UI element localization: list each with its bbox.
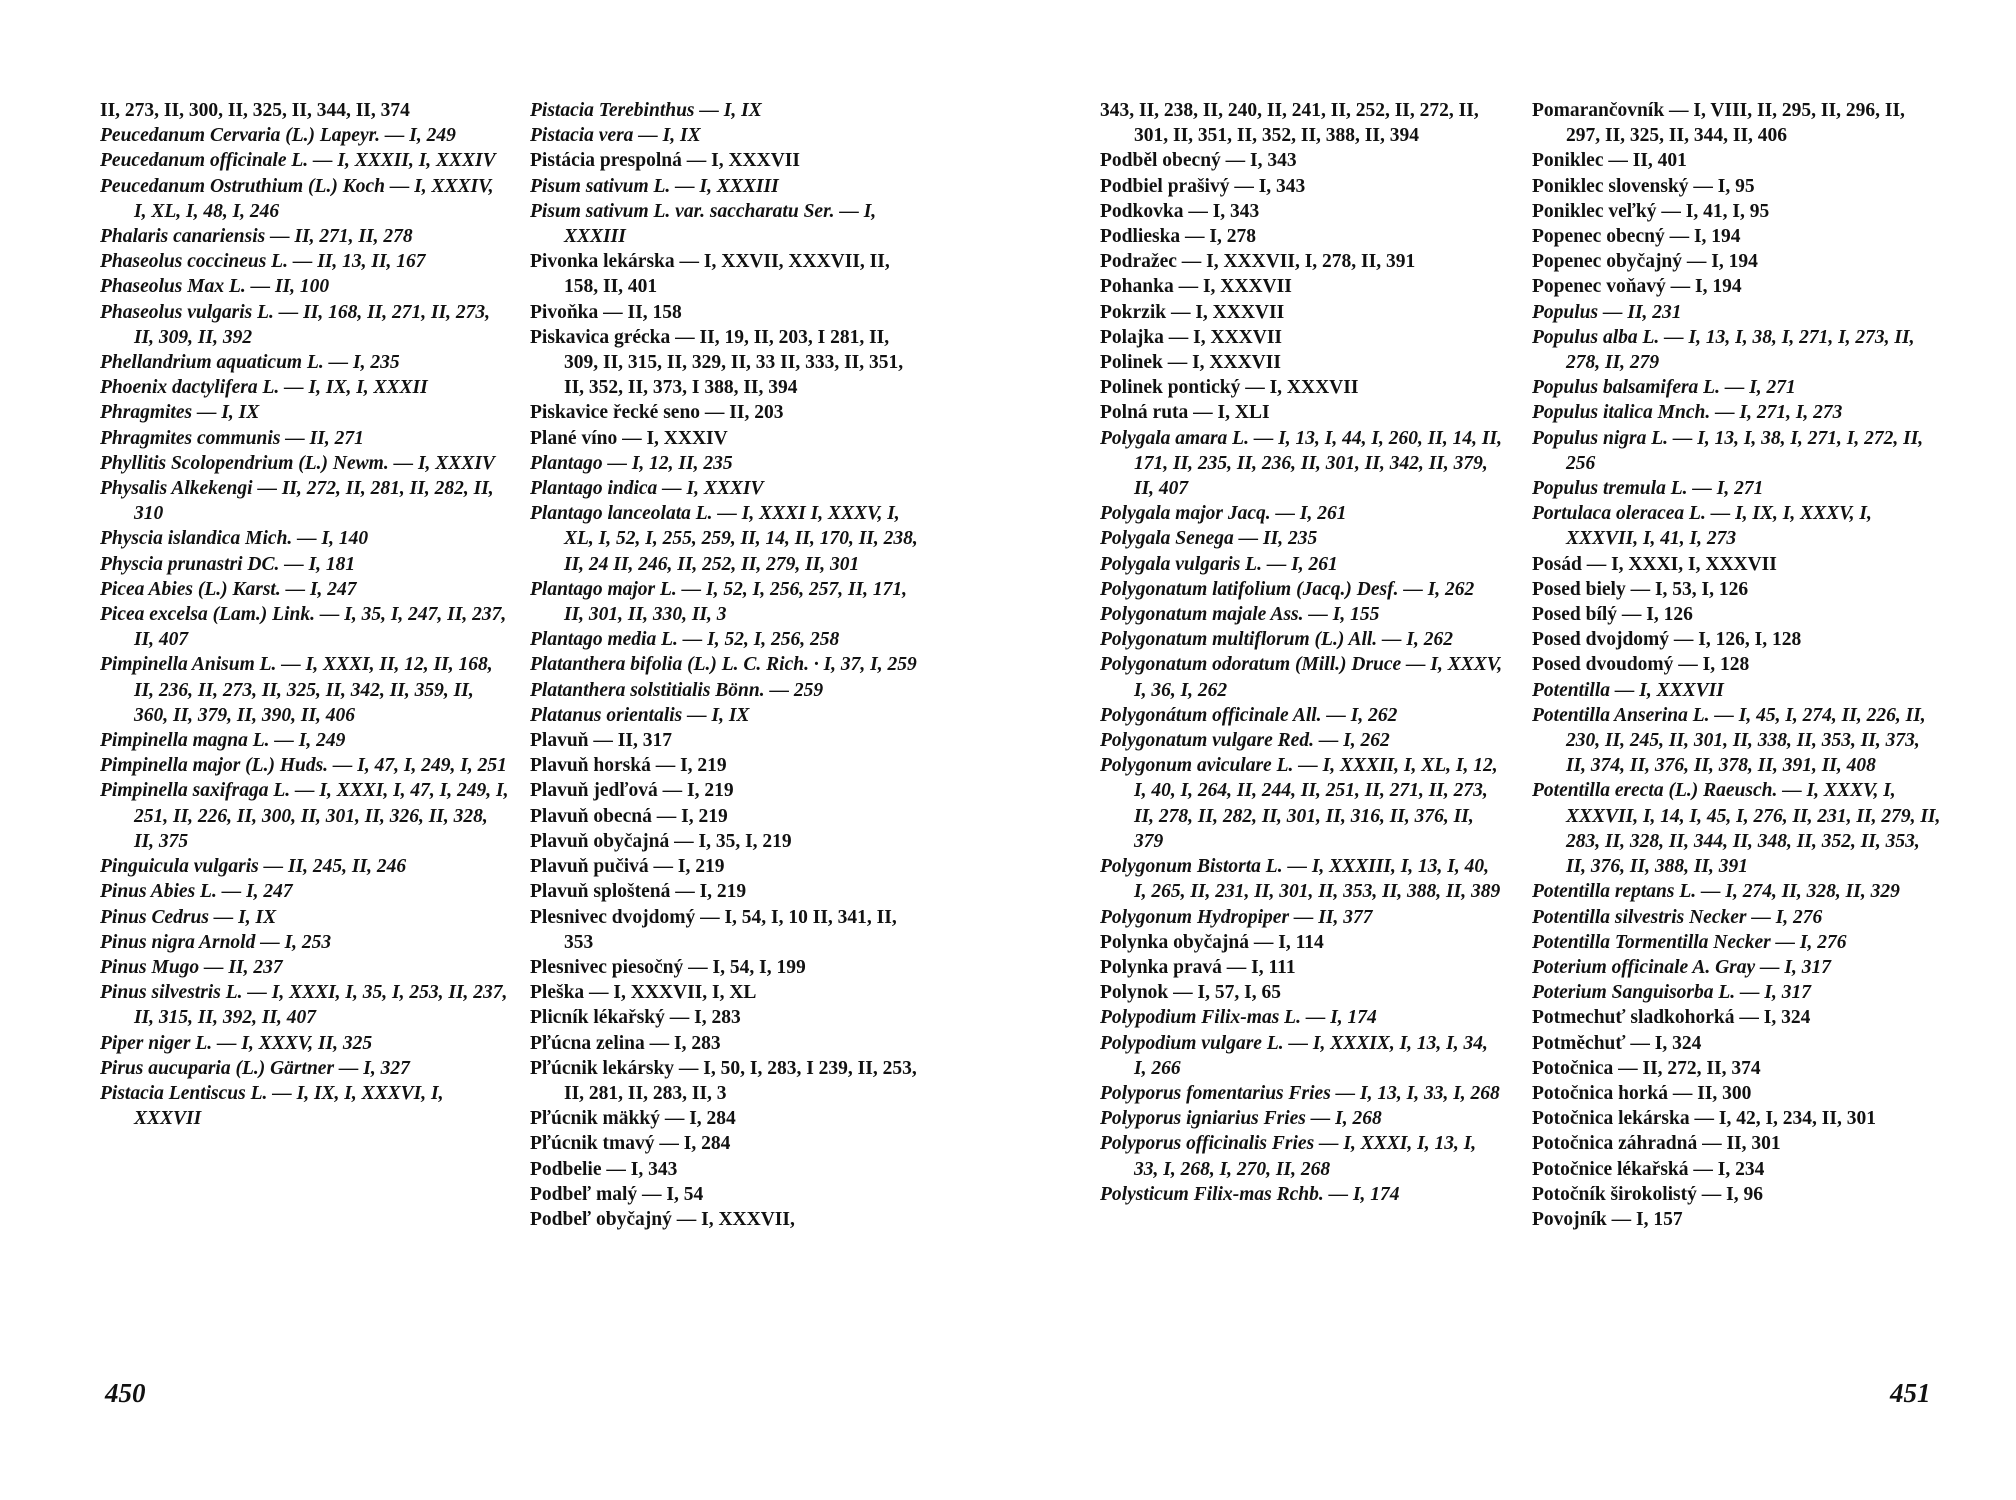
index-entry: Plantago indica — I, XXXIV <box>530 478 764 500</box>
index-entry: Peucedanum Ostruthium (L.) Koch — I, XXXIV, I, XL, I, 48, I, 246 <box>100 175 494 222</box>
index-entry: Pľúcna zelina — I, 283 <box>530 1032 721 1054</box>
index-entry: Posád — I, XXXI, I, XXXVII <box>1532 553 1777 575</box>
index-entry: Platanthera solstitialis Bönn. — 259 <box>530 679 824 701</box>
index-entry: Posed bílý — I, 126 <box>1532 604 1693 626</box>
index-entry: Polinek pontický — I, XXXVII <box>1100 377 1359 399</box>
index-entry: Polynka pravá — I, 111 <box>1100 956 1296 978</box>
index-entry: Platanthera bifolia (L.) L. C. Rich. · I, 37, I, 259 <box>530 654 917 676</box>
index-entry: Physalis Alkekengi — II, 272, II, 281, II, 282, II, 310 <box>100 478 494 525</box>
index-entry: Picea Abies (L.) Karst. — I, 247 <box>100 578 357 600</box>
index-entry: Polygonátum officinale All. — I, 262 <box>1100 704 1398 726</box>
index-entry: Plicník lékařský — I, 283 <box>530 1007 741 1029</box>
index-entry: Phaseolus Max L. — II, 100 <box>100 276 330 298</box>
index-entry: Polyporus fomentarius Fries — I, 13, I, 33, I, 268 <box>1100 1082 1500 1104</box>
index-entry: Pleška — I, XXXVII, I, XL <box>530 982 757 1004</box>
index-column-4 <box>1532 98 1942 1232</box>
index-entry: Podbeľ malý — I, 54 <box>530 1183 704 1205</box>
index-entry: Pisum sativum L. — I, XXXIII <box>530 175 779 197</box>
index-entry: Posed dvojdomý — I, 126, I, 128 <box>1532 629 1802 651</box>
index-entry: Plavuň jedľová — I, 219 <box>530 780 734 802</box>
index-entry: Potentilla reptans L. — I, 274, II, 328, II, 329 <box>1532 881 1900 903</box>
index-entry: Potentilla erecta (L.) Raeusch. — I, XXXV, I, XXXVII, I, 14, I, 45, I, 276, II, 231, II, 279, II, 283, II, 328, II, 344, II, 348, II, 352, II, 353, II, 376, II, 388, II, 391 <box>1532 780 1941 878</box>
index-entry: Pohanka — I, XXXVII <box>1100 276 1292 298</box>
index-entry: Pinus Mugo — II, 237 <box>100 956 283 978</box>
index-entry: Populus italica Mnch. — I, 271, I, 273 <box>1532 402 1843 424</box>
index-entry: Populus — II, 231 <box>1532 301 1682 323</box>
index-entry: Piper niger L. — I, XXXV, II, 325 <box>100 1032 373 1054</box>
index-entry: Polypodium vulgare L. — I, XXXIX, I, 13, I, 34, I, 266 <box>1100 1032 1488 1079</box>
index-column-2 <box>530 98 920 1232</box>
index-entry: Plesnivec dvojdomý — I, 54, I, 10 II, 341, II, 353 <box>530 906 897 953</box>
index-entry: Pimpinella major (L.) Huds. — I, 47, I, 249, I, 251 <box>100 755 507 777</box>
index-entry: Pimpinella saxifraga L. — I, XXXI, I, 47, I, 249, I, 251, II, 226, II, 300, II, 301, II, 326, II, 328, II, 375 <box>100 780 509 852</box>
index-entry: Pinguicula vulgaris — II, 245, II, 246 <box>100 856 407 878</box>
index-entry: Pistacia Lentiscus L. — I, IX, I, XXXVI, I, XXXVII <box>100 1082 444 1130</box>
index-entry: Peucedanum officinale L. — I, XXXII, I, XXXIV <box>100 150 496 172</box>
index-entry: Popenec voňavý — I, 194 <box>1532 276 1742 298</box>
index-entry: Polygonatum vulgare Red. — I, 262 <box>1100 730 1390 752</box>
index-column-1 <box>100 98 510 1131</box>
index-entry: Poniklec veľký — I, 41, I, 95 <box>1532 200 1770 222</box>
index-entry: Pinus nigra Arnold — I, 253 <box>100 931 332 953</box>
index-entry: 343, II, 238, II, 240, II, 241, II, 252, II, 272, II, 301, II, 351, II, 352, II, 388, II, 394 <box>1100 100 1479 147</box>
index-entry: Polygonatum odoratum (Mill.) Druce — I, XXXV, I, 36, I, 262 <box>1100 654 1503 701</box>
index-entry: Plavuň horská — I, 219 <box>530 755 727 777</box>
index-entry: Poniklec — II, 401 <box>1532 150 1687 172</box>
index-entry: Populus balsamifera L. — I, 271 <box>1532 377 1796 399</box>
index-entry: Plantago media L. — I, 52, I, 256, 258 <box>530 629 840 651</box>
index-entry: Podběl obecný — I, 343 <box>1100 150 1297 172</box>
index-entry: Plavuň pučivá — I, 219 <box>530 856 725 878</box>
index-entry: Potentilla — I, XXXVII <box>1532 679 1724 701</box>
index-entry: Polygonum Bistorta L. — I, XXXIII, I, 13, I, 40, I, 265, II, 231, II, 301, II, 353, II, 388, II, 389 <box>1100 856 1501 903</box>
index-entry: Potentilla silvestris Necker — I, 276 <box>1532 906 1823 928</box>
index-entry: Polygala amara L. — I, 13, I, 44, I, 260, II, 14, II, 171, II, 235, II, 236, II, 301, II, 342, II, 379, II, 407 <box>1100 427 1502 500</box>
index-entry: Phalaris canariensis — II, 271, II, 278 <box>100 226 413 248</box>
index-entry: Potočník širokolistý — I, 96 <box>1532 1183 1763 1205</box>
index-entry: Plesnivec piesočný — I, 54, I, 199 <box>530 956 806 978</box>
index-entry: Piskavica grécka — II, 19, II, 203, I 281, II, 309, II, 315, II, 329, II, 33 II, 333, II, 351, II, 352, II, 373, I 388, II, 394 <box>530 326 904 399</box>
index-entry: Pistácia prespolná — I, XXXVII <box>530 150 800 172</box>
index-entry: Plavuň — II, 317 <box>530 730 672 752</box>
index-entry: Potočnice lékařská — I, 234 <box>1532 1158 1765 1180</box>
index-entry: Piskavice řecké seno — II, 203 <box>530 402 784 424</box>
index-entry: Polygonatum latifolium (Jacq.) Desf. — I, 262 <box>1100 578 1475 600</box>
index-entry: Polysticum Filix-mas Rchb. — I, 174 <box>1100 1183 1400 1205</box>
index-entry: Poterium Sanguisorba L. — I, 317 <box>1532 982 1812 1004</box>
index-entry: Polygonatum multiflorum (L.) All. — I, 262 <box>1100 629 1454 651</box>
index-entry: Polná ruta — I, XLI <box>1100 402 1270 424</box>
page-number-right: 451 <box>1890 1378 1931 1408</box>
index-entry: Polajka — I, XXXVII <box>1100 326 1283 348</box>
index-entry: Phoenix dactylifera L. — I, IX, I, XXXII <box>100 377 428 399</box>
index-entry: Plantago — I, 12, II, 235 <box>530 452 733 474</box>
index-entry: Popenec obecný — I, 194 <box>1532 226 1741 248</box>
index-entry: II, 273, II, 300, II, 325, II, 344, II, 374 <box>100 100 410 121</box>
index-entry: Populus alba L. — I, 13, I, 38, I, 271, I, 273, II, 278, II, 279 <box>1532 326 1915 374</box>
index-entry: Polygala Senega — II, 235 <box>1100 528 1318 550</box>
index-entry: Phyllitis Scolopendrium (L.) Newm. — I, XXXIV <box>100 452 495 474</box>
index-entry: Pľúcnik tmavý — I, 284 <box>530 1133 731 1155</box>
index-entry: Pivonka lekárska — I, XXVII, XXXVII, II, 158, II, 401 <box>530 251 890 298</box>
index-entry: Potočnica horká — II, 300 <box>1532 1082 1752 1104</box>
index-entry: Plavuň sploštená — I, 219 <box>530 881 747 903</box>
index-entry: Pistacia vera — I, IX <box>530 125 701 147</box>
index-entry: Polyporus igniarius Fries — I, 268 <box>1100 1108 1382 1130</box>
index-entry: Podražec — I, XXXVII, I, 278, II, 391 <box>1100 251 1416 273</box>
index-entry: Physcia islandica Mich. — I, 140 <box>100 528 369 550</box>
index-entry: Potočnica — II, 272, II, 374 <box>1532 1057 1761 1079</box>
index-entry: Polyporus officinalis Fries — I, XXXI, I, 13, I, 33, I, 268, I, 270, II, 268 <box>1100 1133 1477 1180</box>
index-entry: Podbiel prašivý — I, 343 <box>1100 175 1306 197</box>
index-entry: Populus nigra L. — I, 13, I, 38, I, 271, I, 272, II, 256 <box>1532 427 1924 474</box>
index-entry: Pinus silvestris L. — I, XXXI, I, 35, I, 253, II, 237, II, 315, II, 392, II, 407 <box>100 982 508 1029</box>
index-entry: Podlieska — I, 278 <box>1100 226 1257 248</box>
index-entry: Posed dvoudomý — I, 128 <box>1532 654 1750 676</box>
index-entry: Plané víno — I, XXXIV <box>530 427 728 449</box>
index-entry: Polygala major Jacq. — I, 261 <box>1100 503 1347 525</box>
index-entry: Peucedanum Cervaria (L.) Lapeyr. — I, 249 <box>100 125 456 147</box>
index-entry: Plantago major L. — I, 52, I, 256, 257, II, 171, II, 301, II, 330, II, 3 <box>530 578 908 626</box>
index-entry: Plavuň obecná — I, 219 <box>530 805 728 827</box>
index-entry: Potentilla Tormentilla Necker — I, 276 <box>1532 931 1847 953</box>
index-entry: Povojník — I, 157 <box>1532 1208 1683 1230</box>
index-entry: Potočnica záhradná — II, 301 <box>1532 1133 1781 1155</box>
index-entry: Pinus Cedrus — I, IX <box>100 906 277 928</box>
index-entry: Pľúcnik mäkký — I, 284 <box>530 1108 736 1130</box>
index-entry: Picea excelsa (Lam.) Link. — I, 35, I, 247, II, 237, II, 407 <box>100 604 507 651</box>
index-entry: Polynok — I, 57, I, 65 <box>1100 982 1281 1004</box>
index-entry: Pirus aucuparia (L.) Gärtner — I, 327 <box>100 1057 410 1079</box>
index-entry: Posed biely — I, 53, I, 126 <box>1532 578 1749 600</box>
index-entry: Pistacia Terebinthus — I, IX <box>530 100 762 121</box>
index-entry: Phaseolus vulgaris L. — II, 168, II, 271, II, 273, II, 309, II, 392 <box>100 301 491 348</box>
index-column-3 <box>1100 98 1505 1207</box>
index-entry: Platanus orientalis — I, IX <box>530 704 750 726</box>
index-entry: Plavuň obyčajná — I, 35, I, 219 <box>530 830 792 852</box>
index-entry: Polinek — I, XXXVII <box>1100 352 1281 374</box>
index-entry: Phragmites — I, IX <box>100 402 260 424</box>
index-entry: Poniklec slovenský — I, 95 <box>1532 175 1755 197</box>
index-entry: Pľúcnik lekársky — I, 50, I, 283, I 239, II, 253, II, 281, II, 283, II, 3 <box>530 1057 917 1104</box>
index-entry: Portulaca oleracea L. — I, IX, I, XXXV, I, XXXVII, I, 41, I, 273 <box>1532 503 1872 550</box>
index-entry: Poterium officinale A. Gray — I, 317 <box>1532 956 1831 978</box>
index-entry: Polygala vulgaris L. — I, 261 <box>1100 553 1338 575</box>
index-entry: Potentilla Anserina L. — I, 45, I, 274, II, 226, II, 230, II, 245, II, 301, II, 338, II, 353, II, 373, II, 374, II, 376, II, 378, II, 391, II, 408 <box>1532 704 1926 777</box>
index-entry: Phragmites communis — II, 271 <box>100 427 364 449</box>
index-entry: Polygonum aviculare L. — I, XXXII, I, XL, I, 12, I, 40, I, 264, II, 244, II, 251, II, 271, II, 273, II, 278, II, 282, II, 301, II, 316, II, 376, II, 379 <box>1100 755 1498 852</box>
index-entry: Podbelie — I, 343 <box>530 1158 678 1180</box>
index-entry: Phellandrium aquaticum L. — I, 235 <box>100 352 400 374</box>
index-entry: Pomarančovník — I, VIII, II, 295, II, 296, II, 297, II, 325, II, 344, II, 406 <box>1532 100 1905 147</box>
index-entry: Potočnica lekárska — I, 42, I, 234, II, 301 <box>1532 1108 1876 1130</box>
index-entry: Pimpinella Anisum L. — I, XXXI, II, 12, II, 168, II, 236, II, 273, II, 325, II, 342, II, 359, II, 360, II, 379, II, 390, II, 406 <box>100 654 493 726</box>
index-entry: Populus tremula L. — I, 271 <box>1532 478 1764 500</box>
index-entry: Popenec obyčajný — I, 194 <box>1532 251 1758 273</box>
index-entry: Polygonatum majale Ass. — I, 155 <box>1100 604 1380 626</box>
index-entry: Potmechuť sladkohorká — I, 324 <box>1532 1007 1811 1029</box>
index-entry: Pimpinella magna L. — I, 249 <box>100 730 346 752</box>
index-entry: Phaseolus coccineus L. — II, 13, II, 167 <box>100 251 426 273</box>
index-entry: Podkovka — I, 343 <box>1100 200 1260 222</box>
index-entry: Pokrzik — I, XXXVII <box>1100 301 1285 323</box>
index-entry: Pivoňka — II, 158 <box>530 301 682 323</box>
page-number-left: 450 <box>105 1378 146 1408</box>
index-entry: Physcia prunastri DC. — I, 181 <box>100 553 356 575</box>
index-entry: Podbeľ obyčajný — I, XXXVII, <box>530 1208 795 1230</box>
index-entry: Potměchuť — I, 324 <box>1532 1032 1702 1054</box>
index-entry: Pisum sativum L. var. saccharatu Ser. — I, XXXIII <box>530 200 877 248</box>
index-entry: Polygonum Hydropiper — II, 377 <box>1100 906 1373 928</box>
index-entry: Plantago lanceolata L. — I, XXXI I, XXXV, I, XL, I, 52, I, 255, 259, II, 14, II, 170, II, 238, II, 24 II, 246, II, 252, II, 279, II, 301 <box>530 503 918 575</box>
index-entry: Polynka obyčajná — I, 114 <box>1100 931 1324 953</box>
index-entry: Polypodium Filix-mas L. — I, 174 <box>1100 1007 1377 1029</box>
index-entry: Pinus Abies L. — I, 247 <box>100 881 293 903</box>
